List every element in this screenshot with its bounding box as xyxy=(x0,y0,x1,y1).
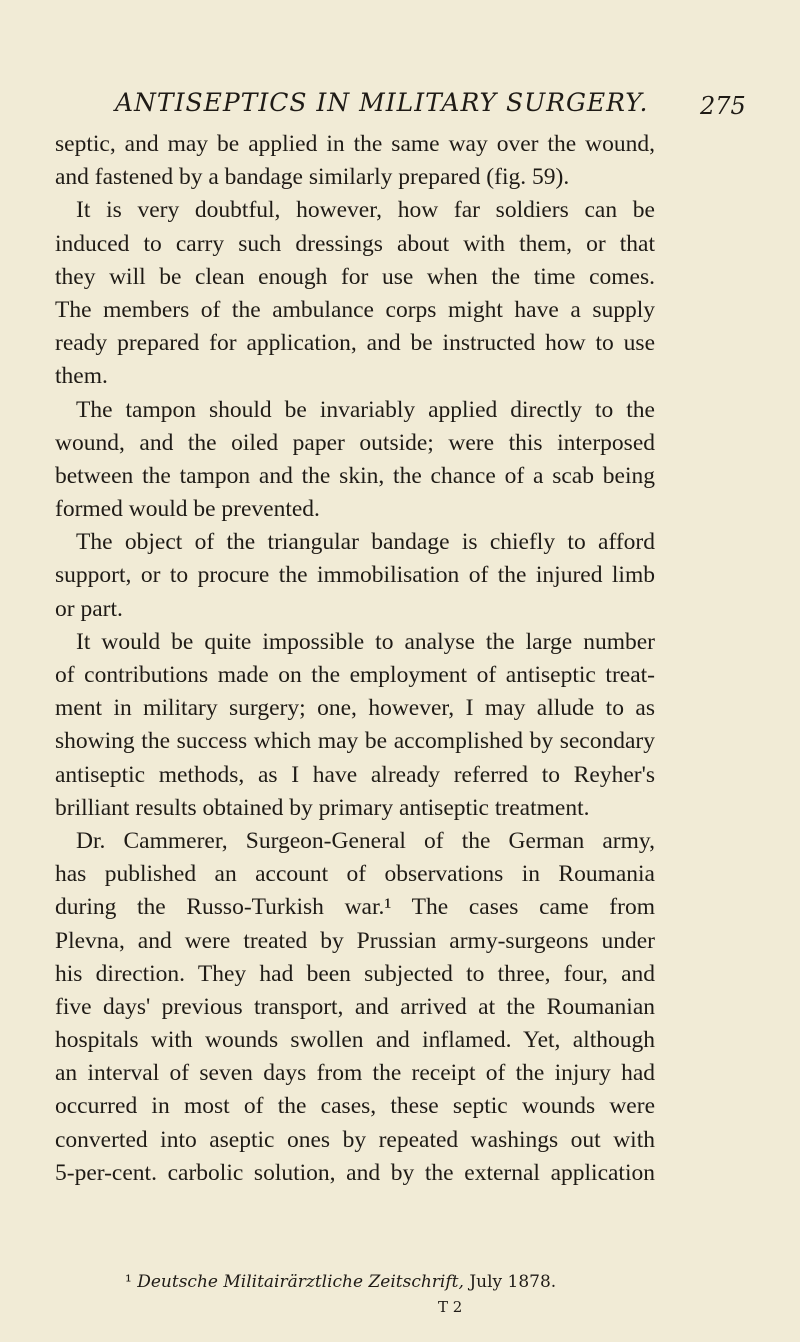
text-line: of contributions made on the employment of antiseptic treat- xyxy=(55,662,655,688)
text-line: showing the success which may be accomplished by secondary xyxy=(55,728,655,755)
footnote-mark: ¹ xyxy=(125,1272,132,1292)
text-line: or part. xyxy=(55,595,123,622)
text-line: support, or to procure the immobilisation of the injured limb xyxy=(55,562,655,589)
footnote xyxy=(125,1274,685,1291)
text-line: five days' previous transport, and arrived at the Roumanian xyxy=(55,993,655,1020)
text-line: It is very doubtful, however, how far soldiers can be xyxy=(76,197,655,224)
text-line: occurred in most of the cases, these septic wounds were xyxy=(55,1093,655,1120)
running-title: ANTISEPTICS IN MILITARY SURGERY. xyxy=(115,88,649,117)
text-line: induced to carry such dressings about with them, or that xyxy=(55,230,655,257)
text-line: brilliant results obtained by primary antiseptic treatment. xyxy=(55,794,590,821)
text-line: It would be quite impossible to analyse the large number xyxy=(76,628,655,655)
text-line: The object of the triangular bandage is chiefly to afford xyxy=(76,529,655,556)
text-line: ready prepared for application, and be instructed how to use xyxy=(55,330,655,357)
page-number: 275 xyxy=(700,92,746,120)
text-line: The tampon should be invariably applied directly to the xyxy=(76,396,655,423)
text-line: and fastened by a bandage similarly prepared (fig. 59). xyxy=(55,164,570,191)
text-line: his direction. They had been subjected to three, four, and xyxy=(55,960,655,987)
text-line: The members of the ambulance corps might have a supply xyxy=(55,296,655,323)
text-line: formed would be prevented. xyxy=(55,496,320,523)
text-line: between the tampon and the skin, the chance of a scab being xyxy=(55,462,655,489)
footnote-date: July 1878. xyxy=(469,1272,557,1292)
text-line: 5-per-cent. carbolic solution, and by the external application xyxy=(55,1159,655,1186)
text-line: they will be clean enough for use when the time comes. xyxy=(55,263,655,290)
text-line: hospitals with wounds swollen and inflamed. Yet, although xyxy=(55,1027,655,1054)
text-line: ment in military surgery; one, however, I may allude to as xyxy=(55,695,655,722)
text-line: Dr. Cammerer, Surgeon-General of the German army, xyxy=(76,827,655,854)
signature-mark: T 2 xyxy=(438,1298,463,1316)
text-line: during the Russo-Turkish war.¹ The cases came from xyxy=(55,894,655,921)
text-line: antiseptic methods, as I have already referred to Reyher's xyxy=(55,761,655,788)
text-line: them. xyxy=(55,363,108,390)
text-line: wound, and the oiled paper outside; were this interposed xyxy=(55,429,655,456)
text-line: converted into aseptic ones by repeated washings out with xyxy=(55,1126,655,1153)
text-line: an interval of seven days from the receipt of the injury had xyxy=(55,1060,655,1087)
text-line: Plevna, and were treated by Prussian army-surgeons under xyxy=(55,927,655,954)
text-line: septic, and may be applied in the same way over the wound, xyxy=(55,131,655,157)
footnote-source: Deutsche Militairärztliche Zeitschrift, xyxy=(137,1272,464,1292)
body-text xyxy=(55,128,655,1190)
text-line: has published an account of observations in Roumania xyxy=(55,861,655,888)
